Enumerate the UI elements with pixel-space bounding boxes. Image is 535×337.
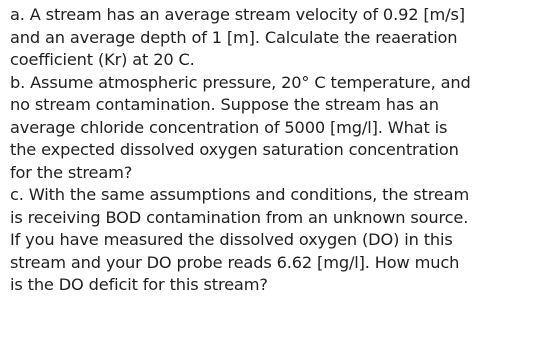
question-c-line: stream and your DO probe reads 6.62 [mg/l]. How much — [10, 252, 460, 272]
question-a-line: a. A stream has an average stream velocity of 0.92 [m/s] — [10, 5, 465, 24]
question-b-line: average chloride concentration of 5000 [mg/l]. What is — [10, 117, 448, 137]
question-b-line: for the stream? — [10, 162, 133, 182]
question-b-line: b. Assume atmospheric pressure, 20° C temperature, and — [10, 72, 471, 92]
question-b — [10, 72, 530, 185]
question-c-line: is the DO deficit for this stream? — [10, 275, 268, 294]
question-a — [10, 4, 530, 72]
question-a-line: coefficient (Kr) at 20 C. — [10, 50, 195, 69]
question-c-line: is receiving BOD contamination from an unknown source. — [10, 207, 469, 227]
question-c — [10, 184, 530, 297]
question-c-line: c. With the same assumptions and conditions, the stream — [10, 185, 470, 204]
question-a-line: and an average depth of 1 [m]. Calculate the reaeration — [10, 27, 458, 47]
question-c-line: If you have measured the dissolved oxygen (DO) in this — [10, 230, 453, 249]
question-b-line: the expected dissolved oxygen saturation concentration — [10, 140, 459, 159]
problem-text — [10, 4, 530, 297]
question-b-line: no stream contamination. Suppose the stream has an — [10, 95, 439, 114]
